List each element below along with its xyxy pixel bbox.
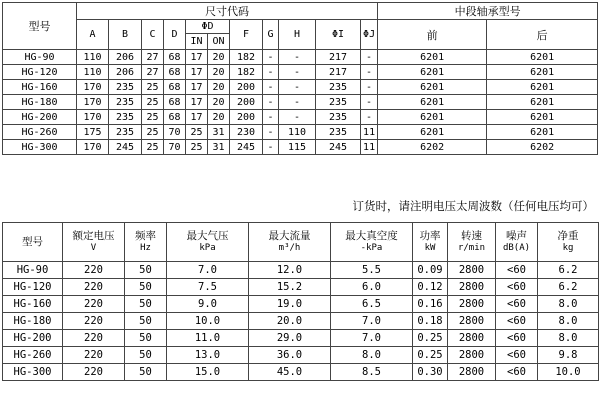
table-cell: 217	[316, 50, 361, 65]
table-cell: 182	[230, 50, 263, 65]
performance-header	[63, 223, 125, 262]
table-cell: 7.0	[167, 262, 249, 279]
table-cell: 6201	[378, 80, 487, 95]
header-unit: r/min	[457, 243, 486, 253]
table-cell: 36.0	[249, 347, 331, 364]
bearing-header: 中段轴承型号	[378, 3, 598, 20]
performance-header	[538, 223, 599, 262]
table-row	[3, 65, 598, 80]
table-cell: 7.0	[331, 330, 413, 347]
header-label: 频率	[135, 230, 156, 242]
table-cell: 11.0	[167, 330, 249, 347]
table-cell: -	[361, 65, 378, 80]
table-cell: <60	[496, 262, 538, 279]
table-cell: -	[263, 65, 279, 80]
performance-header	[167, 223, 249, 262]
table-cell: 70	[164, 140, 186, 155]
model-cell: HG-200	[3, 330, 63, 347]
table-cell: 17	[186, 50, 208, 65]
table-cell: 110	[77, 50, 109, 65]
table-cell: 170	[77, 110, 109, 125]
table-cell: 6.0	[331, 279, 413, 296]
table-cell: 235	[316, 110, 361, 125]
table-cell: -	[263, 80, 279, 95]
bearing-front: 前	[378, 20, 487, 50]
table-cell: -	[279, 50, 316, 65]
table-cell: 170	[77, 140, 109, 155]
table-cell: 50	[125, 296, 167, 313]
table-cell: <60	[496, 347, 538, 364]
col-a: A	[77, 20, 109, 50]
header-label: 额定电压	[72, 230, 115, 242]
table-cell: 0.25	[413, 330, 448, 347]
table-cell: 220	[63, 262, 125, 279]
table-cell: 20	[208, 65, 230, 80]
table-cell: 9.8	[538, 347, 599, 364]
performance-header	[249, 223, 331, 262]
table-cell: <60	[496, 364, 538, 381]
table-cell: 0.30	[413, 364, 448, 381]
table-cell: 6.2	[538, 279, 599, 296]
table-cell: -	[263, 110, 279, 125]
table-cell: 25	[142, 80, 164, 95]
model-cell: HG-300	[3, 364, 63, 381]
table-cell: 70	[164, 125, 186, 140]
performance-header	[331, 223, 413, 262]
table-cell: 217	[316, 65, 361, 80]
table-cell: 2800	[448, 262, 496, 279]
table-cell: -	[263, 95, 279, 110]
table-cell: 5.5	[331, 262, 413, 279]
table-cell: 8.0	[538, 296, 599, 313]
table-cell: 25	[142, 110, 164, 125]
header-unit: kPa	[199, 243, 216, 253]
col-phi-d: ΦD	[186, 20, 230, 34]
table-cell: 17	[186, 80, 208, 95]
table-cell: 6201	[487, 125, 598, 140]
col-phi-d-on: ON	[208, 34, 230, 50]
table-cell: 31	[208, 125, 230, 140]
col-b: B	[109, 20, 142, 50]
model-cell: HG-90	[3, 50, 77, 65]
table-cell: 170	[77, 80, 109, 95]
table-cell: 50	[125, 330, 167, 347]
header-label: 最大流量	[268, 230, 311, 242]
table-cell: 6202	[487, 140, 598, 155]
table-cell: 2800	[448, 364, 496, 381]
model-header: 型号	[3, 3, 77, 50]
table-cell: 10.0	[538, 364, 599, 381]
model-cell: HG-200	[3, 110, 77, 125]
table-cell: 110	[279, 125, 316, 140]
table-cell: 12.0	[249, 262, 331, 279]
table-cell: 13.0	[167, 347, 249, 364]
table-cell: 2800	[448, 313, 496, 330]
table-cell: 0.18	[413, 313, 448, 330]
table-row	[3, 50, 598, 65]
table-cell: <60	[496, 296, 538, 313]
table-cell: 6201	[487, 95, 598, 110]
model-cell: HG-180	[3, 313, 63, 330]
table-cell: 15.2	[249, 279, 331, 296]
table-cell: 9.0	[167, 296, 249, 313]
table-cell: 220	[63, 279, 125, 296]
header-label: 转速	[461, 230, 482, 242]
table-cell: 50	[125, 364, 167, 381]
table-cell: 110	[77, 65, 109, 80]
table-cell: 220	[63, 347, 125, 364]
model-cell: HG-160	[3, 296, 63, 313]
table-cell: 20.0	[249, 313, 331, 330]
table-cell: -	[361, 95, 378, 110]
table-row	[3, 330, 599, 347]
table-cell: 2800	[448, 279, 496, 296]
table-cell: 220	[63, 296, 125, 313]
table-cell: 2800	[448, 330, 496, 347]
table-cell: 6201	[378, 50, 487, 65]
header-label: 型号	[22, 236, 43, 248]
table-cell: -	[279, 110, 316, 125]
table-cell: 6201	[378, 65, 487, 80]
header-unit: kW	[424, 243, 436, 253]
table-row	[3, 80, 598, 95]
table-cell: 31	[208, 140, 230, 155]
table-cell: 206	[109, 50, 142, 65]
col-phi-d-in: IN	[186, 34, 208, 50]
table-cell: 20	[208, 110, 230, 125]
table-row	[3, 347, 599, 364]
dimension-table	[2, 2, 598, 155]
col-h: H	[279, 20, 316, 50]
table-cell: 8.5	[331, 364, 413, 381]
bearing-rear: 后	[487, 20, 598, 50]
performance-header	[3, 223, 63, 262]
table-cell: 50	[125, 279, 167, 296]
table-cell: -	[263, 50, 279, 65]
table-cell: 25	[142, 125, 164, 140]
table-cell: <60	[496, 279, 538, 296]
header-label: 噪声	[506, 230, 527, 242]
table-cell: 175	[77, 125, 109, 140]
table-cell: 220	[63, 364, 125, 381]
table-cell: -	[279, 80, 316, 95]
header-unit: -kPa	[360, 243, 383, 253]
table-cell: 245	[230, 140, 263, 155]
table-row	[3, 110, 598, 125]
table-cell: 25	[142, 140, 164, 155]
table-cell: 6201	[378, 125, 487, 140]
table-row	[3, 279, 599, 296]
table-cell: <60	[496, 313, 538, 330]
model-cell: HG-90	[3, 262, 63, 279]
table-cell: 235	[316, 95, 361, 110]
table-cell: 6202	[378, 140, 487, 155]
table-cell: 68	[164, 65, 186, 80]
table-cell: 17	[186, 95, 208, 110]
table-cell: -	[263, 125, 279, 140]
table-cell: 11	[361, 140, 378, 155]
table-row	[3, 95, 598, 110]
table-cell: 230	[230, 125, 263, 140]
model-cell: HG-300	[3, 140, 77, 155]
table-cell: 0.12	[413, 279, 448, 296]
performance-header	[125, 223, 167, 262]
table-cell: 20	[208, 80, 230, 95]
table-cell: 6.2	[538, 262, 599, 279]
table-cell: 68	[164, 110, 186, 125]
table-row	[3, 313, 599, 330]
header-label: 净重	[557, 230, 579, 242]
col-phi-i: ΦI	[316, 20, 361, 50]
header-label: 最大气压	[186, 230, 229, 242]
table-cell: 17	[186, 110, 208, 125]
table-cell: 50	[125, 347, 167, 364]
table-cell: 17	[186, 65, 208, 80]
header-unit: Hz	[140, 243, 151, 253]
table-cell: -	[361, 80, 378, 95]
table-row	[3, 364, 599, 381]
table-cell: 6201	[487, 80, 598, 95]
table-row	[3, 296, 599, 313]
table-cell: 29.0	[249, 330, 331, 347]
table-cell: 6201	[378, 110, 487, 125]
col-c: C	[142, 20, 164, 50]
table-cell: 7.5	[167, 279, 249, 296]
table-cell: 6201	[487, 65, 598, 80]
size-code-header: 尺寸代码	[77, 3, 378, 20]
table-cell: -	[279, 65, 316, 80]
table-cell: 220	[63, 313, 125, 330]
table-cell: 6201	[487, 110, 598, 125]
table-cell: 19.0	[249, 296, 331, 313]
table-cell: 0.16	[413, 296, 448, 313]
table-cell: 245	[316, 140, 361, 155]
model-cell: HG-120	[3, 65, 77, 80]
table-cell: 0.09	[413, 262, 448, 279]
table-cell: 50	[125, 313, 167, 330]
table-cell: 245	[109, 140, 142, 155]
table-cell: 50	[125, 262, 167, 279]
table-cell: -	[361, 110, 378, 125]
header-unit: m³/h	[278, 243, 301, 253]
model-cell: HG-260	[3, 125, 77, 140]
table-cell: -	[263, 140, 279, 155]
order-note: 订货时，请注明电压太周波数（任何电压均可）	[352, 199, 594, 213]
table-cell: 11	[361, 125, 378, 140]
table-cell: 235	[316, 80, 361, 95]
col-d: D	[164, 20, 186, 50]
table-cell: 25	[186, 140, 208, 155]
table-cell: 7.0	[331, 313, 413, 330]
table-cell: 2800	[448, 347, 496, 364]
header-unit: kg	[562, 243, 574, 253]
performance-table	[2, 222, 599, 381]
table-cell: 200	[230, 110, 263, 125]
model-cell: HG-260	[3, 347, 63, 364]
table-cell: 68	[164, 95, 186, 110]
header-unit: dB(A)	[502, 243, 531, 253]
table-cell: -	[361, 50, 378, 65]
table-cell: 0.25	[413, 347, 448, 364]
table-cell: 235	[109, 125, 142, 140]
header-unit: V	[90, 243, 97, 253]
table-row	[3, 262, 599, 279]
table-cell: 20	[208, 50, 230, 65]
table-cell: 235	[109, 110, 142, 125]
table-cell: 6201	[378, 95, 487, 110]
col-f: F	[230, 20, 263, 50]
table-cell: 68	[164, 50, 186, 65]
table-cell: 10.0	[167, 313, 249, 330]
table-cell: 235	[109, 95, 142, 110]
model-cell: HG-180	[3, 95, 77, 110]
table-cell: 20	[208, 95, 230, 110]
table-cell: 45.0	[249, 364, 331, 381]
header-label: 功率	[419, 230, 441, 242]
table-cell: 206	[109, 65, 142, 80]
table-cell: 115	[279, 140, 316, 155]
table-row	[3, 125, 598, 140]
table-cell: 8.0	[331, 347, 413, 364]
table-cell: 25	[142, 95, 164, 110]
col-g: G	[263, 20, 279, 50]
table-cell: 200	[230, 95, 263, 110]
table-cell: 235	[316, 125, 361, 140]
table-cell: 27	[142, 65, 164, 80]
table-cell: 182	[230, 65, 263, 80]
table-cell: 6201	[487, 50, 598, 65]
performance-header	[496, 223, 538, 262]
table-cell: 25	[186, 125, 208, 140]
col-phi-j: ΦJ	[361, 20, 378, 50]
table-cell: 27	[142, 50, 164, 65]
performance-header	[448, 223, 496, 262]
table-cell: 2800	[448, 296, 496, 313]
table-cell: -	[279, 95, 316, 110]
table-cell: 235	[109, 80, 142, 95]
table-cell: 68	[164, 80, 186, 95]
performance-header	[413, 223, 448, 262]
table-row	[3, 140, 598, 155]
table-cell: 15.0	[167, 364, 249, 381]
table-cell: 220	[63, 330, 125, 347]
table-cell: 170	[77, 95, 109, 110]
model-cell: HG-120	[3, 279, 63, 296]
table-cell: <60	[496, 330, 538, 347]
header-label: 最大真空度	[345, 230, 398, 242]
table-cell: 8.0	[538, 313, 599, 330]
table-cell: 8.0	[538, 330, 599, 347]
table-cell: 200	[230, 80, 263, 95]
table-cell: 6.5	[331, 296, 413, 313]
model-cell: HG-160	[3, 80, 77, 95]
